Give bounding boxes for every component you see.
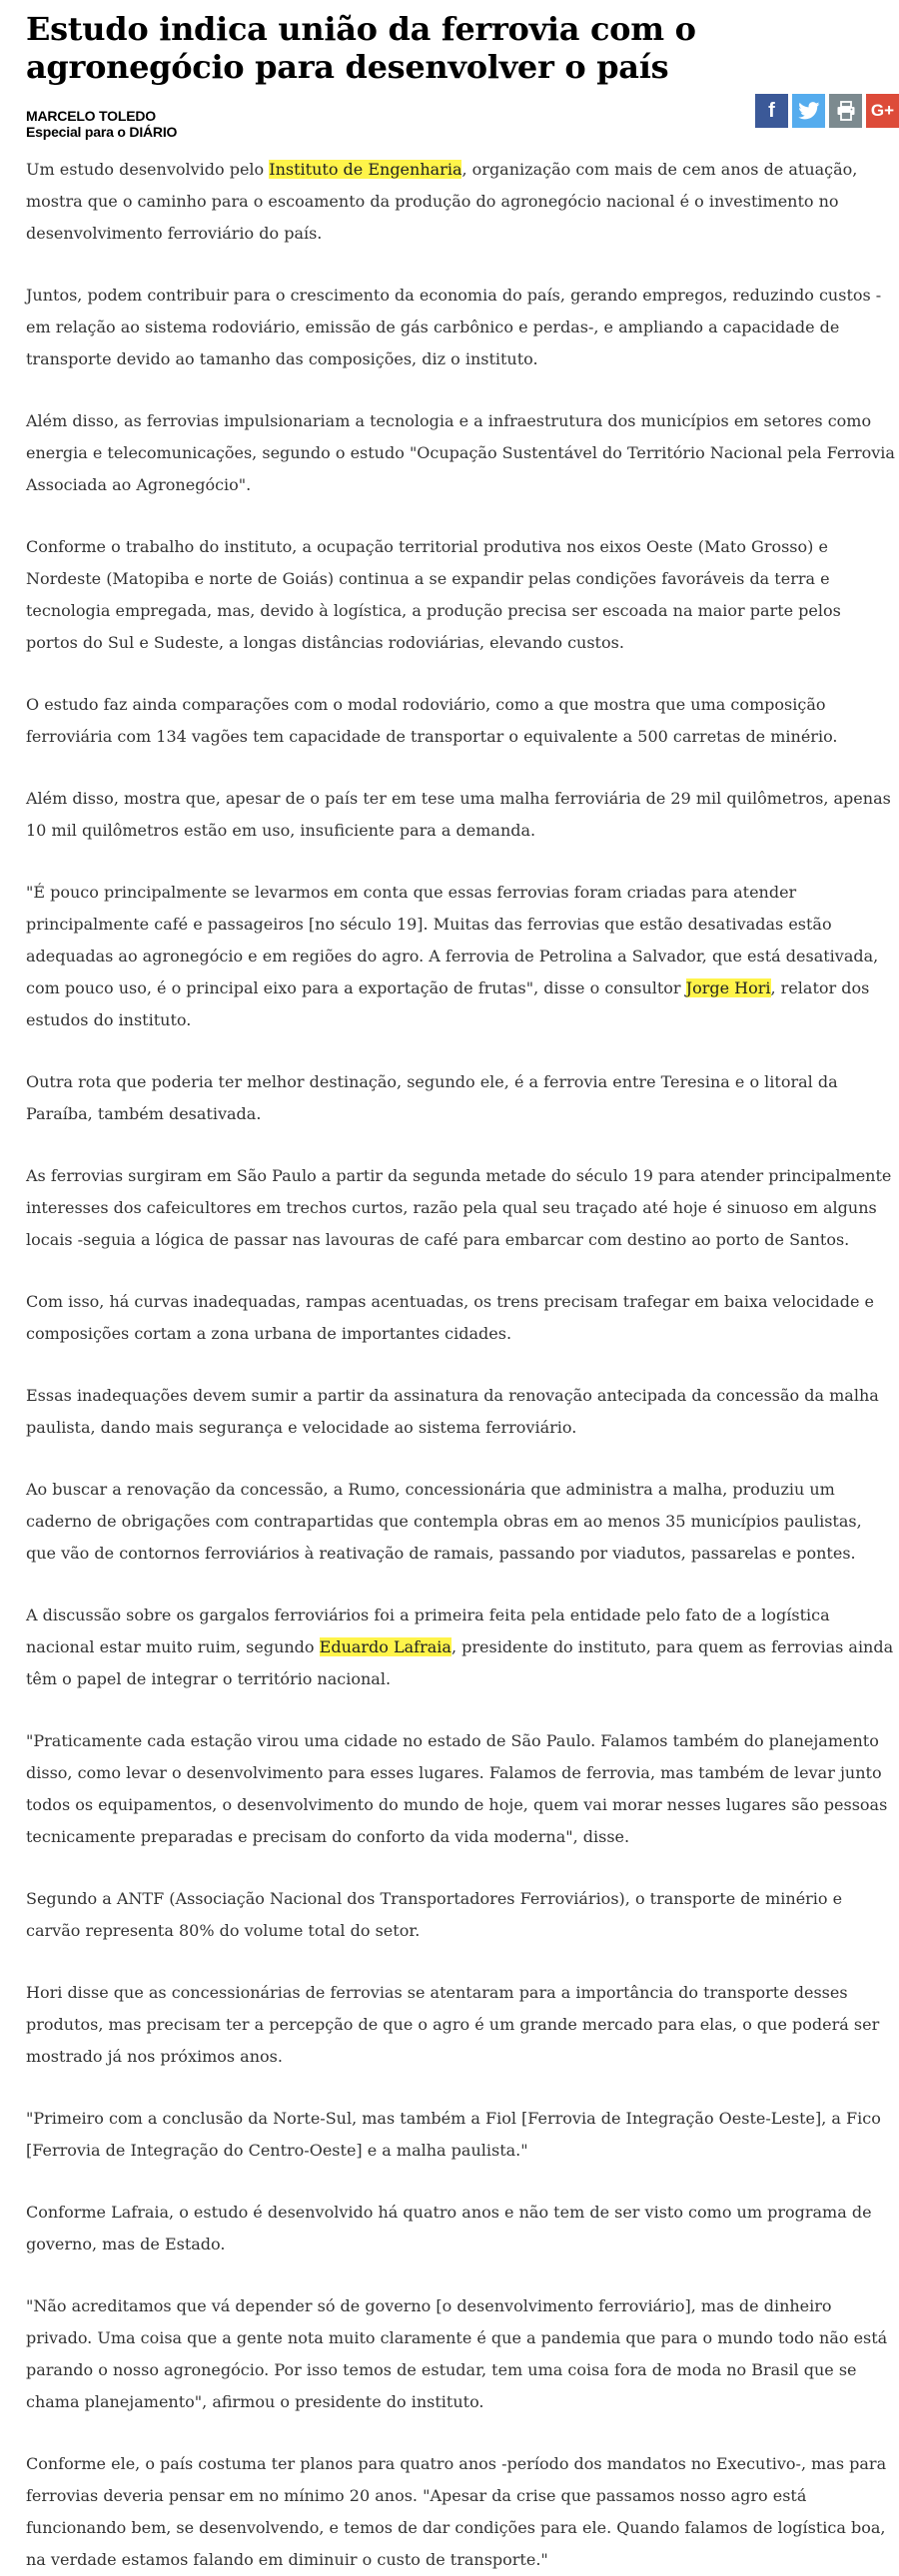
paragraph-text: A discussão sobre os gargalos ferroviários foi a primeira feita pela entidade pelo fato de a logística nacional estar muito ruim, segundo bbox=[26, 1606, 830, 1656]
paragraph-text: , organização com mais de cem anos de atuação, mostra que o caminho para o escoamento da produção do agronegócio nacional é o investimento no desenvolvimento ferroviário do país. bbox=[26, 160, 858, 243]
print-button[interactable] bbox=[829, 94, 862, 128]
paragraph-19: "Não acreditamos que vá depender só de governo [o desenvolvimento ferroviário], mas de dinheiro privado. Uma coisa que a gente nota muito claramente é que a pandemia que para o mundo todo não está parando o nosso agronegócio. Por isso temos de estudar, tem uma coisa fora de moda no Brasil que se chama planejamento", afirmou o presidente do instituto. bbox=[26, 2296, 888, 2411]
article-title: Estudo indica união da ferrovia com o agronegócio para desenvolver o país bbox=[26, 10, 696, 86]
highlight-jorge-hori[interactable]: Jorge Hori bbox=[685, 978, 771, 997]
paragraph-11: Essas inadequações devem sumir a partir da assinatura da renovação antecipada da concessão da malha paulista, dando mais segurança e velocidade ao sistema ferroviário. bbox=[26, 1386, 879, 1437]
share-bar bbox=[755, 94, 899, 128]
paragraph-20: Conforme ele, o país costuma ter planos para quatro anos -período dos mandatos no Executivo-, mas para ferrovias deveria pensar em no mínimo 20 anos. "Apesar da crise que passamos nosso agro está funcionando bem, se desenvolvendo, e temos de dar condições para ele. Quando falamos de logística boa, na verdade estamos falando em diminuir o custo de transporte." bbox=[26, 2454, 887, 2569]
article-body bbox=[26, 154, 895, 2576]
paragraph-text: , presidente do instituto, para quem as ferrovias ainda têm o papel de integrar o território nacional. bbox=[26, 1637, 894, 1688]
paragraph-12: Ao buscar a renovação da concessão, a Rumo, concessionária que administra a malha, produziu um caderno de obrigações com contrapartidas que contempla obras em ao menos 35 municípios paulistas, que vão de contornos ferroviários à reativação de ramais, passando por viadutos, passarelas e pontes. bbox=[26, 1480, 862, 1563]
byline bbox=[26, 99, 899, 148]
paragraph-10: Com isso, há curvas inadequadas, rampas acentuadas, os trens precisam trafegar em baixa velocidade e composições cortam a zona urbana de importantes cidades. bbox=[26, 1292, 874, 1343]
paragraph-18: Conforme Lafraia, o estudo é desenvolvido há quatro anos e não tem de ser visto como um programa de governo, mas de Estado. bbox=[26, 2203, 872, 2254]
facebook-icon: f bbox=[768, 99, 775, 122]
paragraph-text: , relator dos estudos do instituto. bbox=[26, 978, 870, 1029]
paragraph-6: Além disso, mostra que, apesar de o país ter em tese uma malha ferroviária de 29 mil quilômetros, apenas 10 mil quilômetros estão em uso, insuficiente para a demanda. bbox=[26, 789, 891, 840]
paragraph-2: Juntos, podem contribuir para o crescimento da economia do país, gerando empregos, reduzindo custos -em relação ao sistema rodoviário, emissão de gás carbônico e perdas-, e ampliando a capacidade de transporte devido ao tamanho das composições, diz o instituto. bbox=[26, 286, 882, 368]
author-org: Especial para o DIÁRIO bbox=[26, 124, 178, 140]
paragraph-text: Um estudo desenvolvido pelo bbox=[26, 160, 270, 179]
paragraph-4: Conforme o trabalho do instituto, a ocupação territorial produtiva nos eixos Oeste (Mato Grosso) e Nordeste (Matopiba e norte de Goiás) continua a se expandir pelas condições favoráveis da terra e tecnologia empregada, mas, devido à logística, a produção precisa ser escoada na maior parte pelos portos do Sul e Sudeste, a longas distâncias rodoviárias, elevando custos. bbox=[26, 537, 841, 652]
paragraph-9: As ferrovias surgiram em São Paulo a partir da segunda metade do século 19 para atender principalmente interesses dos cafeicultores em trechos curtos, razão pela qual seu traçado até hoje é sinuoso em alguns locais -seguia a lógica de passar nas lavouras de café para embarcar com destino ao porto de Santos. bbox=[26, 1166, 892, 1249]
printer-icon bbox=[836, 101, 856, 121]
paragraph-5: O estudo faz ainda comparações com o modal rodoviário, como a que mostra que uma composição ferroviária com 134 vagões tem capacidade de transportar o equivalente a 500 carretas de minério. bbox=[26, 695, 838, 746]
twitter-share-button[interactable] bbox=[792, 94, 825, 128]
paragraph-17: "Primeiro com a conclusão da Norte-Sul, mas também a Fiol [Ferrovia de Integração Oeste-Leste], a Fico [Ferrovia de Integração do Centro-Oeste] e a malha paulista." bbox=[26, 2109, 881, 2160]
paragraph-1 bbox=[26, 154, 895, 250]
paragraph-7 bbox=[26, 877, 895, 1036]
author-name: MARCELO TOLEDO bbox=[26, 108, 156, 124]
highlight-eduardo-lafraia[interactable]: Eduardo Lafraia bbox=[319, 1637, 451, 1656]
paragraph-13 bbox=[26, 1600, 895, 1695]
paragraph-15: Segundo a ANTF (Associação Nacional dos Transportadores Ferroviários), o transporte de minério e carvão representa 80% do volume total do setor. bbox=[26, 1889, 843, 1940]
paragraph-8: Outra rota que poderia ter melhor destinação, segundo ele, é a ferrovia entre Teresina e o litoral da Paraíba, também desativada. bbox=[26, 1072, 838, 1123]
gplus-share-button[interactable] bbox=[866, 94, 899, 128]
facebook-share-button[interactable] bbox=[755, 94, 788, 128]
gplus-icon: G+ bbox=[870, 101, 895, 120]
twitter-icon bbox=[798, 102, 820, 120]
paragraph-16: Hori disse que as concessionárias de ferrovias se atentaram para a importância do transporte desses produtos, mas precisam ter a percepção de que o agro é um grande mercado para elas, o que poderá ser mostrado já nos próximos anos. bbox=[26, 1983, 880, 2066]
paragraph-14: "Praticamente cada estação virou uma cidade no estado de São Paulo. Falamos também do planejamento disso, como levar o desenvolvimento para esses lugares. Falamos de ferrovia, mas também de levar junto todos os equipamentos, o desenvolvimento do mundo de hoje, quem vai morar nesses lugares são pessoas tecnicamente preparadas e precisam do conforto da vida moderna", disse. bbox=[26, 1731, 888, 1846]
paragraph-3: Além disso, as ferrovias impulsionariam a tecnologia e a infraestrutura dos municípios em setores como energia e telecomunicações, segundo o estudo "Ocupação Sustentável do Território Nacional pela Ferrovia Associada ao Agronegócio". bbox=[26, 411, 895, 494]
highlight-instituto[interactable]: Instituto de Engenharia bbox=[269, 160, 462, 179]
paragraph-text: "É pouco principalmente se levarmos em conta que essas ferrovias foram criadas para atender principalmente café e passageiros [no século 19]. Muitas das ferrovias que estão desativadas estão adequadas ao agronegócio e em regiões do agro. A ferrovia de Petrolina a Salvador, que está desativada, com pouco uso, é o principal eixo para a exportação de frutas", disse o consultor bbox=[26, 883, 879, 997]
